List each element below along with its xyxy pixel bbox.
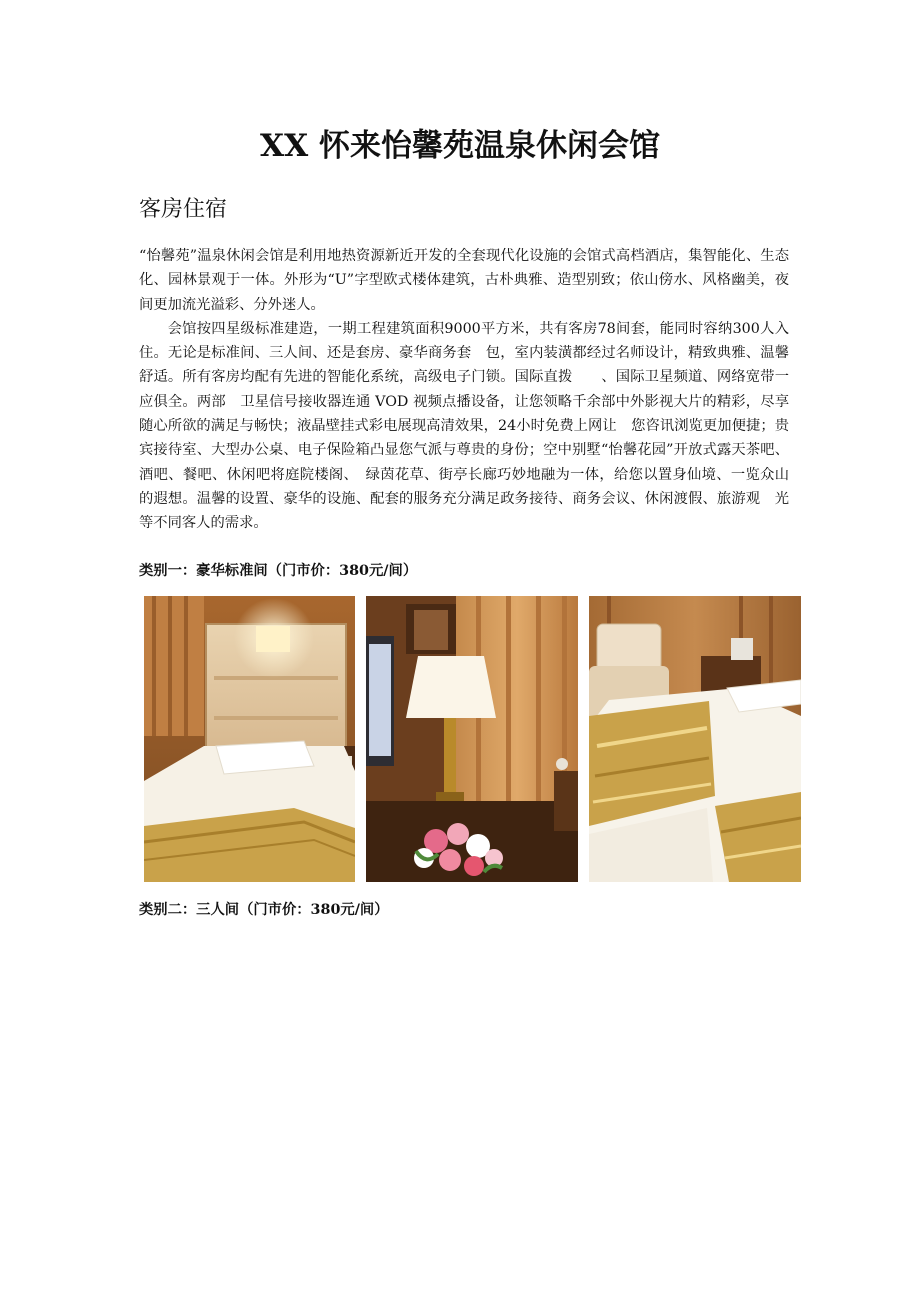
category-deluxe-standard: 类别一：豪华标准间（门市价：380元/间） [139,563,418,579]
document-title: XX 怀来怡馨苑温泉休闲会馆 [260,128,660,164]
hotel-room-beds-armchair-photo [589,596,801,882]
hotel-room-bed-headboard-photo [144,596,355,882]
details-paragraph: 会馆按四星级标准建造，一期工程建筑面积9000平方米，共有客房78间套，能同时容纳300人入住。无论是标准间、三人间、还是套房、豪华商务套 包，室内装潢都经过名师设计，精致典雅、温馨舒适。所有客房均配有先进的智能化系统，高级电子门锁。国际直拨 、国际卫星频道、网络宽带一应俱全。两部 卫星信号接收器连通 VOD 视频点播设备，让您领略千余部中外影视大片的精彩，尽享随心所欲的满足与畅快；液晶壁挂式彩电展现高清效果，24小时免费上网让 您咨讯浏览更加便捷；贵宾接待室、大型办公桌、电子保险箱凸显您气派与尊贵的身份；空中别墅“怡馨花园”开放式露天茶吧、酒吧、餐吧、休闲吧将庭院楼阁、 绿茵花草、街亭长廊巧妙地融为一体，给您以置身仙境、一览众山的遐想。温馨的设置、豪华的设施、配套的服务充分满足政务接待、商务会议、休闲渡假、旅游观 光等不同客人的需求。 [139,320,789,532]
section-heading: 客房住宿 [139,197,228,222]
hotel-room-lamp-flowers-photo [366,596,578,882]
room-photo-beds [589,596,801,882]
category-triple-room: 类别二：三人间（门市价：380元/间） [139,902,389,918]
room-photo-bed [144,596,355,882]
body-text [139,244,789,536]
room-photo-lamp [366,596,578,882]
intro-paragraph: “怡馨苑”温泉休闲会馆是利用地热资源新近开发的全套现代化设施的会馆式高档酒店，集智能化、生态化、园林景观于一体。外形为“U”字型欧式楼体建筑，古朴典雅、造型别致；依山傍水、风格幽美，夜间更加流光溢彩、分外迷人。 [139,248,789,313]
